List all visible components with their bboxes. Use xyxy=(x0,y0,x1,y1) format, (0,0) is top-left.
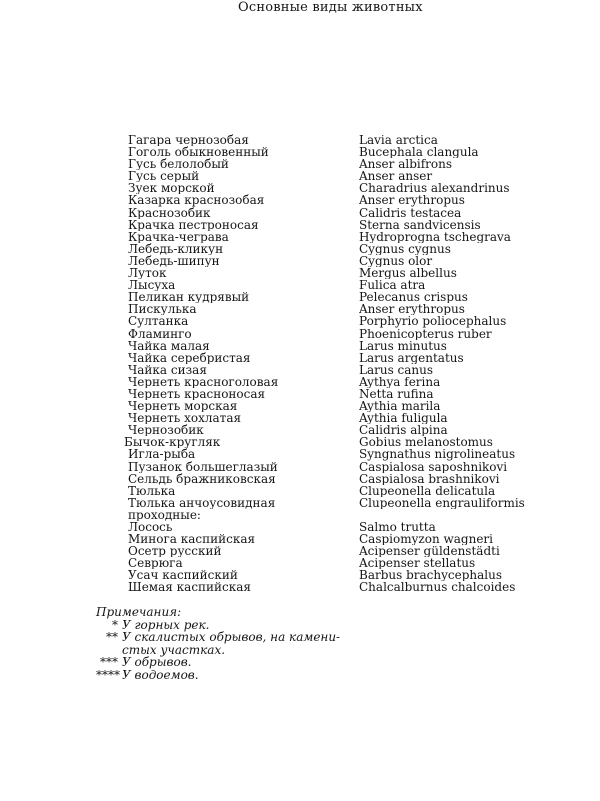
species-latin-name: Pelecanus crispus xyxy=(359,291,468,304)
note-text: У скалистых обрывов, на камени- xyxy=(122,630,341,645)
note-text-continued: стых участках. xyxy=(122,642,226,657)
species-russian-name: Чернозобик xyxy=(128,424,204,437)
species-russian-name: Луток xyxy=(128,267,167,280)
species-latin-name: Calidris alpina xyxy=(359,424,448,437)
species-latin-name: Calidris testacea xyxy=(359,206,462,219)
species-row xyxy=(0,303,600,315)
species-latin-name: Sterna sandvicensis xyxy=(359,218,481,231)
species-row xyxy=(0,485,600,497)
note-text: У обрывов. xyxy=(122,655,192,670)
species-row xyxy=(0,364,600,376)
species-latin-name: Caspiomyzon wagneri xyxy=(359,533,493,546)
species-latin-name: Larus minutus xyxy=(359,339,447,352)
species-russian-name: Чайка малая xyxy=(128,339,210,352)
species-russian-name: Лебедь-кликун xyxy=(128,242,224,255)
species-russian-name: проходные: xyxy=(128,508,201,521)
species-row xyxy=(0,134,600,146)
species-latin-name: Lavia arctica xyxy=(359,134,438,147)
species-row xyxy=(0,424,600,436)
species-russian-name: Султанка xyxy=(128,315,189,328)
species-russian-name: Чернеть хохлатая xyxy=(128,412,242,425)
species-latin-name: Caspialosa brashnikovi xyxy=(359,472,500,485)
species-row xyxy=(0,533,600,545)
species-latin-name: Clupeonella engrauliformis xyxy=(359,496,525,509)
species-latin-name: Bucephala clangula xyxy=(359,146,479,159)
species-row xyxy=(0,497,600,509)
species-latin-name: Aythia fuligula xyxy=(359,412,448,425)
note-item xyxy=(96,631,376,644)
species-russian-name: Шемая каспийская xyxy=(128,581,251,594)
species-row xyxy=(0,243,600,255)
species-latin-name: Acipenser güldenstädti xyxy=(359,545,500,558)
species-russian-name: Крачка-чеграва xyxy=(128,230,229,243)
species-latin-name: Larus canus xyxy=(359,363,434,376)
note-marker: **** xyxy=(96,667,120,682)
species-russian-name: Сельдь бражниковская xyxy=(128,472,276,485)
species-row xyxy=(0,569,600,581)
species-russian-name: Чернеть морская xyxy=(128,400,238,413)
species-row xyxy=(0,291,600,303)
species-russian-name: Севрюга xyxy=(128,557,183,570)
page-title: Основные виды животных xyxy=(238,0,423,15)
species-row xyxy=(0,436,600,448)
species-latin-name: Aythya ferina xyxy=(359,375,441,388)
species-latin-name: Cygnus cygnus xyxy=(359,242,451,255)
species-russian-name: Пеликан кудрявый xyxy=(128,291,250,304)
species-russian-name: Пискулька xyxy=(128,303,197,316)
species-russian-name: Фламинго xyxy=(128,327,192,340)
species-table xyxy=(0,134,600,594)
note-text: У водоемов. xyxy=(122,667,199,682)
species-russian-name: Осетр русский xyxy=(128,545,222,558)
species-latin-name: Anser albifrons xyxy=(359,158,453,171)
species-latin-name: Fulica atra xyxy=(359,279,426,292)
species-row xyxy=(0,376,600,388)
species-russian-name: Лосось xyxy=(128,521,173,534)
species-russian-name: Лебедь-шипун xyxy=(128,254,220,268)
species-row xyxy=(0,448,600,460)
note-item xyxy=(96,669,376,682)
species-latin-name: Gobius melanostomus xyxy=(359,436,493,449)
species-row xyxy=(0,182,600,194)
species-row xyxy=(0,267,600,279)
species-russian-name: Крачка пестроносая xyxy=(128,218,259,231)
species-row xyxy=(0,146,600,158)
species-latin-name: Cygnus olor xyxy=(359,254,433,268)
species-russian-name: Усач каспийский xyxy=(128,569,238,582)
species-latin-name: Acipenser stellatus xyxy=(359,557,476,570)
species-row xyxy=(0,315,600,327)
species-row xyxy=(0,219,600,231)
species-row xyxy=(0,581,600,593)
species-latin-name: Porphyrio poliocephalus xyxy=(359,315,507,328)
species-latin-name: Anser erythropus xyxy=(359,303,465,316)
species-latin-name: Clupeonella delicatula xyxy=(359,484,496,497)
species-russian-name: Зуек морской xyxy=(128,182,215,195)
notes-section xyxy=(96,606,376,682)
species-row xyxy=(0,557,600,569)
species-row xyxy=(0,509,600,521)
species-latin-name: Anser erythropus xyxy=(359,194,465,207)
species-russian-name: Бычок-кругляк xyxy=(124,436,221,449)
species-russian-name: Чайка сизая xyxy=(128,363,207,376)
species-row xyxy=(0,255,600,267)
species-russian-name: Чернеть красноголовая xyxy=(128,375,279,388)
species-latin-name: Chalcalburnus chalcoides xyxy=(359,581,516,594)
species-row xyxy=(0,400,600,412)
species-russian-name: Гоголь обыкновенный xyxy=(128,146,269,159)
species-latin-name: Larus argentatus xyxy=(359,351,464,364)
species-russian-name: Чайка серебристая xyxy=(128,351,251,364)
species-latin-name: Hydroprogna tschegrava xyxy=(359,230,511,243)
note-text: У горных рек. xyxy=(122,617,210,632)
species-russian-name: Краснозобик xyxy=(128,206,211,219)
species-row xyxy=(0,545,600,557)
species-russian-name: Гусь серый xyxy=(128,170,200,183)
note-marker: ** xyxy=(106,630,118,645)
note-marker: * xyxy=(112,617,118,632)
species-russian-name: Пузанок большеглазый xyxy=(128,460,278,473)
species-latin-name: Anser anser xyxy=(359,170,433,183)
notes-title: Примечания: xyxy=(96,605,182,619)
species-row xyxy=(0,412,600,424)
species-latin-name: Mergus albellus xyxy=(359,267,457,280)
species-row xyxy=(0,521,600,533)
species-russian-name: Гусь белолобый xyxy=(128,158,229,171)
species-russian-name: Казарка краснозобая xyxy=(128,194,265,207)
species-russian-name: Гагара чернозобая xyxy=(128,134,249,147)
species-row xyxy=(0,170,600,182)
species-row xyxy=(0,388,600,400)
species-row xyxy=(0,194,600,206)
species-russian-name: Чернеть красноносая xyxy=(128,387,266,401)
species-latin-name: Caspialosa saposhnikovi xyxy=(359,460,508,473)
species-latin-name: Netta rufina xyxy=(359,387,434,401)
note-marker: *** xyxy=(100,655,118,670)
species-row xyxy=(0,231,600,243)
species-russian-name: Тюлька анчоусовидная xyxy=(128,496,276,509)
species-row xyxy=(0,279,600,291)
species-latin-name: Aythia marila xyxy=(359,400,441,413)
species-latin-name: Barbus brachycephalus xyxy=(359,569,503,582)
species-latin-name: Syngnathus nigrolineatus xyxy=(359,448,516,461)
species-latin-name: Charadrius alexandrinus xyxy=(359,182,510,195)
species-row xyxy=(0,328,600,340)
species-row xyxy=(0,473,600,485)
species-latin-name xyxy=(359,509,600,521)
species-row xyxy=(0,207,600,219)
species-row xyxy=(0,352,600,364)
species-row xyxy=(0,158,600,170)
species-russian-name: Лысуха xyxy=(128,279,176,292)
species-row xyxy=(0,461,600,473)
species-row xyxy=(0,340,600,352)
species-latin-name: Salmo trutta xyxy=(359,521,436,534)
species-russian-name: Минога каспийская xyxy=(128,533,256,546)
species-russian-name: Игла-рыба xyxy=(128,448,196,461)
species-russian-name: Тюлька xyxy=(128,484,176,497)
species-latin-name: Phoenicopterus ruber xyxy=(359,327,492,340)
